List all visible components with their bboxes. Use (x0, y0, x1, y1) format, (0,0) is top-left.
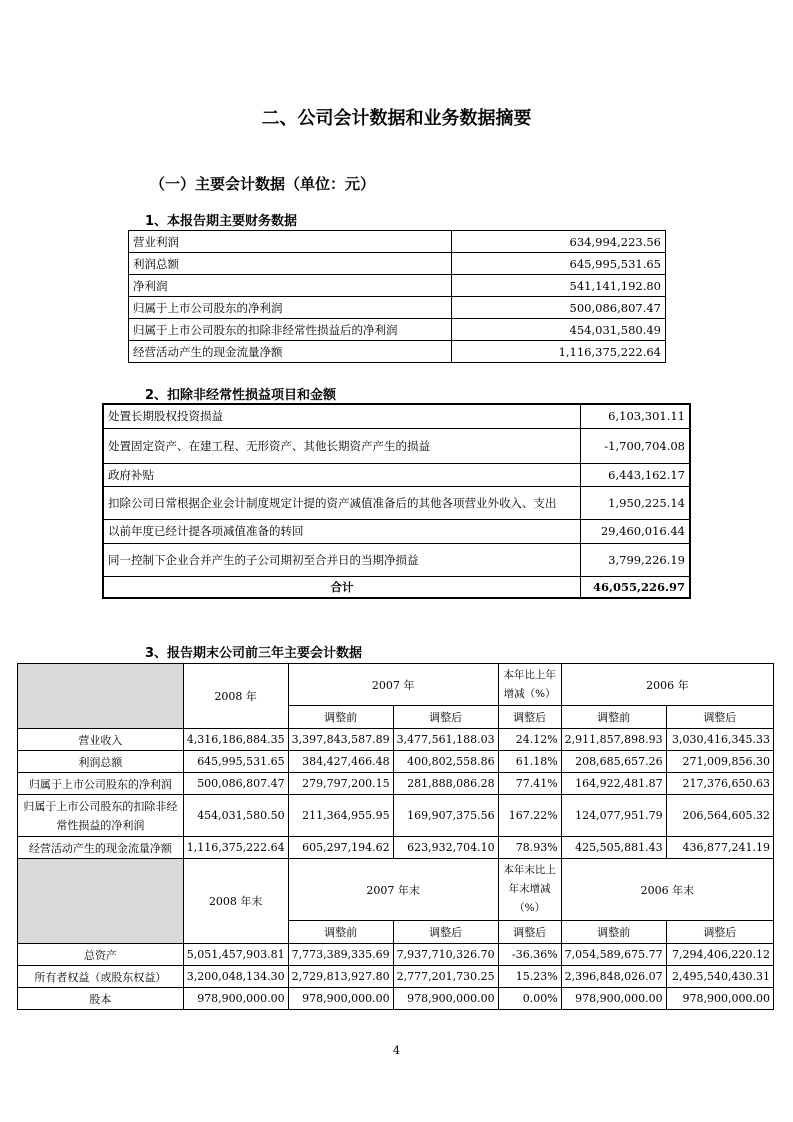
table1-heading: 1、本报告期主要财务数据 (145, 214, 298, 229)
header-row (18, 664, 774, 706)
row-value: 6,443,162.17 (581, 463, 690, 486)
table2-heading: 2、扣除非经常性损益项目和金额 (145, 388, 337, 403)
row-value: 3,397,843,587.89 (288, 729, 393, 751)
row-value: 169,907,375.56 (393, 795, 498, 837)
row-label: 扣除公司日常根据企业会计制度规定计提的资产减值准备后的其他各项营业外收入、支出 (103, 486, 581, 519)
row-value: 645,995,531.65 (451, 253, 665, 275)
row-value: 2,777,201,730.25 (393, 966, 498, 988)
row-value: -36.36% (498, 944, 561, 966)
table-row (129, 275, 666, 297)
total-value: 46,055,226.97 (581, 576, 690, 598)
header-header2-change: 本年末比上年末增减（%） (498, 859, 561, 921)
row-value: 2,729,813,927.80 (288, 966, 393, 988)
row-value: 2,495,540,430.31 (666, 966, 773, 988)
row-value: 1,116,375,222.64 (183, 837, 288, 859)
row-label: 归属于上市公司股东的扣除非经常性损益的净利润 (18, 795, 184, 837)
header-header2-2007: 2007 年末 (288, 859, 498, 921)
row-value: 208,685,657.26 (561, 751, 666, 773)
row-value: 29,460,016.44 (581, 519, 690, 543)
table-row (129, 319, 666, 341)
row-value: 271,009,856.30 (666, 751, 773, 773)
row-value: 454,031,580.49 (451, 319, 665, 341)
row-value: 978,900,000.00 (183, 988, 288, 1010)
table-row (18, 837, 774, 859)
header-blank (18, 859, 184, 944)
subheader-after: 调整后 (666, 921, 773, 944)
row-label: 处置长期股权投资损益 (103, 404, 581, 428)
row-value: 61.18% (498, 751, 561, 773)
row-label: 处置固定资产、在建工程、无形资产、其他长期资产产生的损益 (103, 428, 581, 463)
table-row (18, 944, 774, 966)
three-year-data-table (17, 663, 774, 1010)
header-header1-2006: 2006 年 (561, 664, 773, 706)
header-blank (18, 664, 184, 729)
row-value: 2,911,857,898.93 (561, 729, 666, 751)
table-row (103, 543, 690, 576)
subheader-after: 调整后 (666, 706, 773, 729)
page-title: 二、公司会计数据和业务数据摘要 (261, 108, 532, 129)
row-value: 3,200,048,134.30 (183, 966, 288, 988)
row-label: 经营活动产生的现金流量净额 (129, 341, 452, 363)
row-value: 978,900,000.00 (393, 988, 498, 1010)
row-value: 500,086,807.47 (451, 297, 665, 319)
header-header2-2008: 2008 年末 (183, 859, 288, 944)
row-label: 归属于上市公司股东的净利润 (18, 773, 184, 795)
header-header2-2006: 2006 年末 (561, 859, 773, 921)
table-row (129, 341, 666, 363)
row-label: 股本 (18, 988, 184, 1010)
row-value: 978,900,000.00 (288, 988, 393, 1010)
subheader-before: 调整前 (288, 921, 393, 944)
row-value: 384,427,466.48 (288, 751, 393, 773)
table-row (103, 428, 690, 463)
row-value: 500,086,807.47 (183, 773, 288, 795)
table-row (18, 966, 774, 988)
row-value: 605,297,194.62 (288, 837, 393, 859)
row-value: 5,051,457,903.81 (183, 944, 288, 966)
row-value: 400,802,558.86 (393, 751, 498, 773)
row-value: 167.22% (498, 795, 561, 837)
row-label: 营业利润 (129, 231, 452, 253)
row-label: 归属于上市公司股东的净利润 (129, 297, 452, 319)
row-value: 645,995,531.65 (183, 751, 288, 773)
table3-heading: 3、报告期末公司前三年主要会计数据 (145, 646, 363, 661)
row-value: -1,700,704.08 (581, 428, 690, 463)
subheader-before: 调整前 (561, 706, 666, 729)
row-value: 541,141,192.80 (451, 275, 665, 297)
row-label: 利润总额 (129, 253, 452, 275)
header-header1-2007: 2007 年 (288, 664, 498, 706)
row-label: 总资产 (18, 944, 184, 966)
table-row (18, 751, 774, 773)
row-value: 3,799,226.19 (581, 543, 690, 576)
header-row (18, 859, 774, 921)
subheader-before: 调整前 (561, 921, 666, 944)
row-label: 净利润 (129, 275, 452, 297)
row-value: 206,564,605.32 (666, 795, 773, 837)
subheader-after: 调整后 (393, 706, 498, 729)
row-value: 978,900,000.00 (666, 988, 773, 1010)
row-value: 24.12% (498, 729, 561, 751)
row-value: 1,116,375,222.64 (451, 341, 665, 363)
table-row (103, 486, 690, 519)
table-row (103, 463, 690, 486)
non-recurring-items-table (102, 403, 691, 599)
row-label: 以前年度已经计提各项减值准备的转回 (103, 519, 581, 543)
row-value: 4,316,186,884.35 (183, 729, 288, 751)
row-label: 归属于上市公司股东的扣除非经常性损益后的净利润 (129, 319, 452, 341)
table-row (18, 795, 774, 837)
page-number: 4 (393, 1044, 400, 1057)
row-value: 2,396,848,026.07 (561, 966, 666, 988)
header-header1-change: 本年比上年增减（%） (498, 664, 561, 706)
subheader-after: 调整后 (498, 921, 561, 944)
total-label: 合计 (103, 576, 581, 598)
total-row (103, 576, 690, 598)
table-row (18, 773, 774, 795)
subheader-before: 调整前 (288, 706, 393, 729)
row-value: 7,294,406,220.12 (666, 944, 773, 966)
subheader-after: 调整后 (498, 706, 561, 729)
main-financial-table (128, 230, 666, 363)
row-label: 所有者权益（或股东权益） (18, 966, 184, 988)
row-value: 211,364,955.95 (288, 795, 393, 837)
row-value: 623,932,704.10 (393, 837, 498, 859)
row-value: 7,054,589,675.77 (561, 944, 666, 966)
row-value: 0.00% (498, 988, 561, 1010)
row-label: 经营活动产生的现金流量净额 (18, 837, 184, 859)
row-value: 7,937,710,326.70 (393, 944, 498, 966)
table-row (129, 297, 666, 319)
section-heading: （一）主要会计数据（单位：元） (150, 175, 376, 193)
row-value: 425,505,881.43 (561, 837, 666, 859)
table-row (18, 729, 774, 751)
row-value: 3,030,416,345.33 (666, 729, 773, 751)
row-value: 978,900,000.00 (561, 988, 666, 1010)
row-value: 15.23% (498, 966, 561, 988)
row-value: 1,950,225.14 (581, 486, 690, 519)
row-value: 124,077,951.79 (561, 795, 666, 837)
row-value: 7,773,389,335.69 (288, 944, 393, 966)
row-value: 281,888,086.28 (393, 773, 498, 795)
row-value: 217,376,650.63 (666, 773, 773, 795)
row-label: 利润总额 (18, 751, 184, 773)
row-value: 6,103,301.11 (581, 404, 690, 428)
table-row (103, 519, 690, 543)
row-value: 3,477,561,188.03 (393, 729, 498, 751)
row-label: 营业收入 (18, 729, 184, 751)
row-label: 政府补贴 (103, 463, 581, 486)
row-value: 436,877,241.19 (666, 837, 773, 859)
table-row (129, 253, 666, 275)
table-row (129, 231, 666, 253)
row-value: 77.41% (498, 773, 561, 795)
row-value: 454,031,580.50 (183, 795, 288, 837)
row-value: 279,797,200.15 (288, 773, 393, 795)
header-header1-2008: 2008 年 (183, 664, 288, 729)
row-label: 同一控制下企业合并产生的子公司期初至合并日的当期净损益 (103, 543, 581, 576)
row-value: 634,994,223.56 (451, 231, 665, 253)
table-row (103, 404, 690, 428)
subheader-after: 调整后 (393, 921, 498, 944)
row-value: 78.93% (498, 837, 561, 859)
row-value: 164,922,481.87 (561, 773, 666, 795)
table-row (18, 988, 774, 1010)
